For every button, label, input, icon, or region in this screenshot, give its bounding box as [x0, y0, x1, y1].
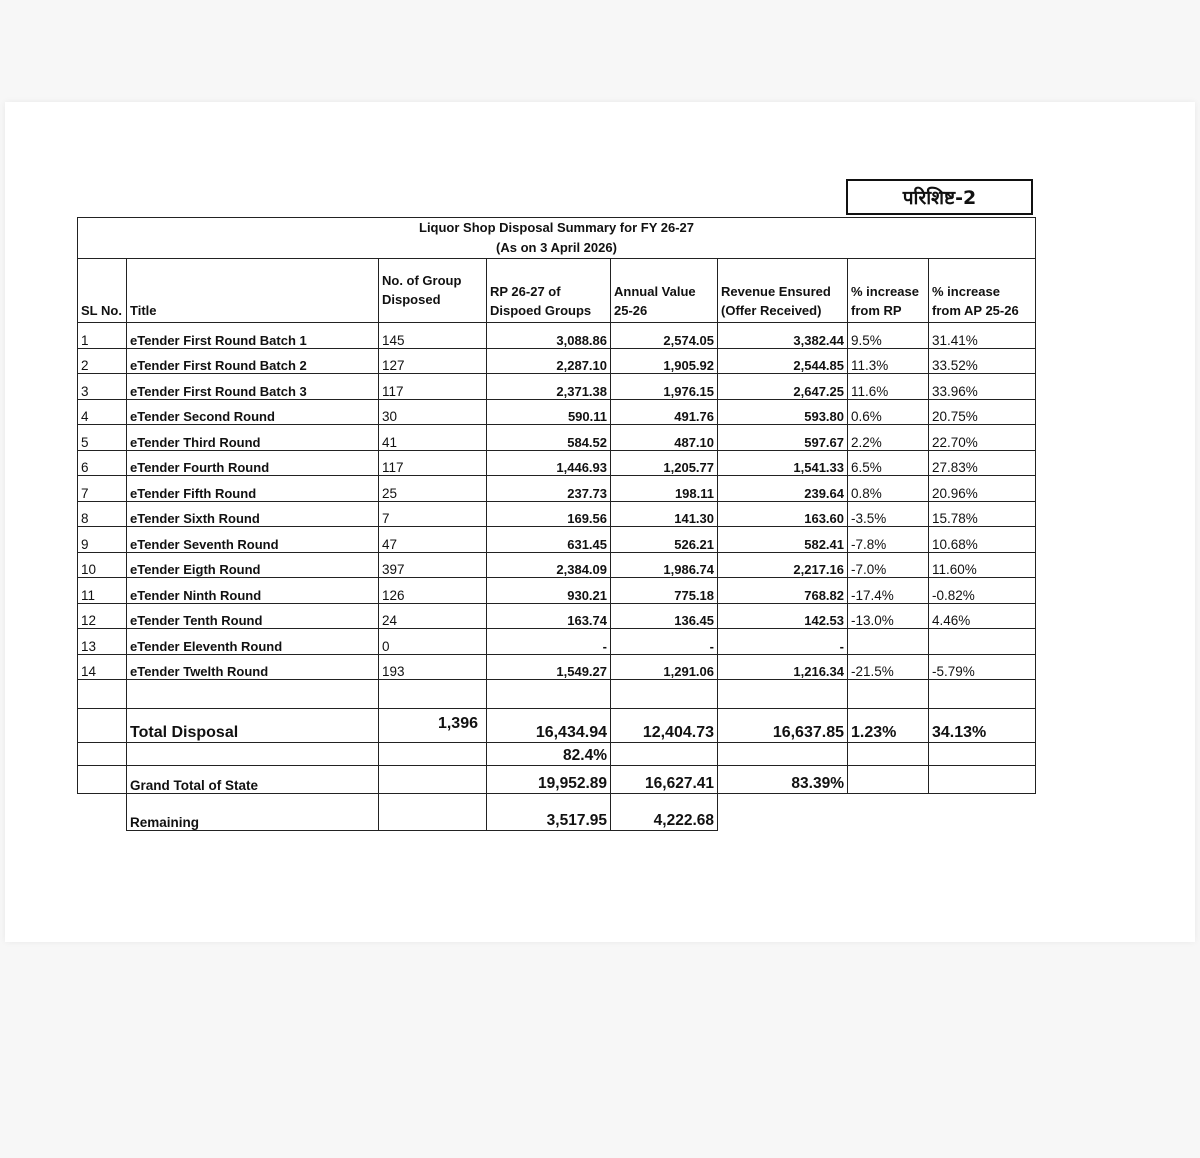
row-rp: 237.73 [487, 476, 611, 502]
disposal-summary-table [77, 217, 1036, 831]
row-rp: 2,384.09 [487, 552, 611, 578]
row-title: eTender Twelth Round [127, 654, 379, 680]
report-title [78, 218, 1036, 259]
row-annual-value: 491.76 [611, 399, 718, 425]
annexure-label: परिशिष्ट-2 [846, 179, 1033, 215]
row-annual-value: 487.10 [611, 425, 718, 451]
row-title: eTender First Round Batch 1 [127, 323, 379, 349]
row-sl-no: 11 [78, 578, 127, 604]
row-annual-value: 526.21 [611, 527, 718, 553]
grand-total-rp: 19,952.89 [487, 766, 611, 794]
row-increase-ap: 20.96% [929, 476, 1036, 502]
table-row [78, 399, 1036, 425]
row-increase-ap: 22.70% [929, 425, 1036, 451]
row-increase-rp: 11.3% [848, 348, 929, 374]
row-groups-disposed: 30 [379, 399, 487, 425]
row-rp: 163.74 [487, 603, 611, 629]
row-revenue-ensured: 1,216.34 [718, 654, 848, 680]
row-title: eTender Fifth Round [127, 476, 379, 502]
row-groups-disposed: 193 [379, 654, 487, 680]
table-row [78, 374, 1036, 400]
row-increase-ap [929, 629, 1036, 655]
row-sl-no: 4 [78, 399, 127, 425]
col-header-groups-line1: No. of Group [382, 273, 462, 288]
table-row [78, 501, 1036, 527]
row-increase-rp: -7.0% [848, 552, 929, 578]
row-sl-no: 8 [78, 501, 127, 527]
row-groups-disposed: 25 [379, 476, 487, 502]
row-increase-rp: 0.8% [848, 476, 929, 502]
col-header-rp-line1: RP 26-27 of [490, 284, 561, 299]
row-increase-ap: 33.52% [929, 348, 1036, 374]
total-groups: 1,396 [379, 709, 487, 743]
row-sl-no: 5 [78, 425, 127, 451]
col-header-rp [487, 259, 611, 323]
total-label: Total Disposal [127, 709, 379, 743]
col-header-rp-line2: Dispoed Groups [490, 303, 592, 318]
col-header-revenue-line1: Revenue Ensured [721, 284, 831, 299]
report-title-line1: Liquor Shop Disposal Summary for FY 26-27 [419, 220, 694, 235]
row-revenue-ensured: 768.82 [718, 578, 848, 604]
row-sl-no: 10 [78, 552, 127, 578]
table-row [78, 425, 1036, 451]
row-annual-value: - [611, 629, 718, 655]
row-annual-value: 136.45 [611, 603, 718, 629]
row-increase-ap: 20.75% [929, 399, 1036, 425]
row-annual-value: 141.30 [611, 501, 718, 527]
row-sl-no: 1 [78, 323, 127, 349]
total-rp: 16,434.94 [487, 709, 611, 743]
report-title-row [78, 218, 1036, 259]
row-revenue-ensured: 597.67 [718, 425, 848, 451]
row-title: eTender Sixth Round [127, 501, 379, 527]
row-increase-rp: -7.8% [848, 527, 929, 553]
row-rp: 930.21 [487, 578, 611, 604]
row-increase-ap: 15.78% [929, 501, 1036, 527]
row-revenue-ensured: 582.41 [718, 527, 848, 553]
share-row [78, 743, 1036, 766]
row-rp: - [487, 629, 611, 655]
row-sl-no: 2 [78, 348, 127, 374]
col-header-groups-line2: Disposed [382, 292, 441, 307]
row-title: eTender Third Round [127, 425, 379, 451]
row-rp: 584.52 [487, 425, 611, 451]
row-increase-ap: 10.68% [929, 527, 1036, 553]
remaining-label: Remaining [127, 794, 379, 831]
row-sl-no: 12 [78, 603, 127, 629]
row-increase-ap: 4.46% [929, 603, 1036, 629]
col-header-increase-ap [929, 259, 1036, 323]
row-groups-disposed: 47 [379, 527, 487, 553]
row-revenue-ensured: 163.60 [718, 501, 848, 527]
row-revenue-ensured: 593.80 [718, 399, 848, 425]
row-increase-rp [848, 629, 929, 655]
row-groups-disposed: 126 [379, 578, 487, 604]
row-annual-value: 1,291.06 [611, 654, 718, 680]
row-increase-ap: 27.83% [929, 450, 1036, 476]
row-increase-ap: 33.96% [929, 374, 1036, 400]
row-groups-disposed: 24 [379, 603, 487, 629]
row-increase-rp: 11.6% [848, 374, 929, 400]
col-header-sl-no: SL No. [78, 259, 127, 323]
blank-row [78, 680, 1036, 709]
row-increase-rp: -13.0% [848, 603, 929, 629]
row-groups-disposed: 117 [379, 450, 487, 476]
header-row [78, 259, 1036, 323]
row-sl-no: 14 [78, 654, 127, 680]
row-annual-value: 1,205.77 [611, 450, 718, 476]
table-row [78, 527, 1036, 553]
grand-total-row [78, 766, 1036, 794]
row-annual-value: 1,976.15 [611, 374, 718, 400]
remaining-annual: 4,222.68 [611, 794, 718, 831]
row-rp: 2,371.38 [487, 374, 611, 400]
table-row [78, 552, 1036, 578]
row-title: eTender Eigth Round [127, 552, 379, 578]
table-row [78, 450, 1036, 476]
remaining-rp: 3,517.95 [487, 794, 611, 831]
row-increase-ap: 11.60% [929, 552, 1036, 578]
row-rp: 631.45 [487, 527, 611, 553]
table-row [78, 654, 1036, 680]
row-increase-rp: 6.5% [848, 450, 929, 476]
row-annual-value: 2,574.05 [611, 323, 718, 349]
grand-total-annual: 16,627.41 [611, 766, 718, 794]
row-groups-disposed: 127 [379, 348, 487, 374]
row-sl-no: 7 [78, 476, 127, 502]
row-increase-ap: -0.82% [929, 578, 1036, 604]
table-row [78, 578, 1036, 604]
row-increase-ap: 31.41% [929, 323, 1036, 349]
row-rp: 590.11 [487, 399, 611, 425]
grand-total-revenue-percent: 83.39% [718, 766, 848, 794]
row-increase-rp: -21.5% [848, 654, 929, 680]
row-rp: 169.56 [487, 501, 611, 527]
row-title: eTender Second Round [127, 399, 379, 425]
row-title: eTender Eleventh Round [127, 629, 379, 655]
total-sl-cell [78, 709, 127, 743]
row-revenue-ensured: 3,382.44 [718, 323, 848, 349]
row-title: eTender First Round Batch 2 [127, 348, 379, 374]
row-increase-rp: -17.4% [848, 578, 929, 604]
row-sl-no: 3 [78, 374, 127, 400]
row-revenue-ensured: 1,541.33 [718, 450, 848, 476]
row-increase-rp: -3.5% [848, 501, 929, 527]
col-header-inc-ap-line2: from AP 25-26 [932, 303, 1019, 318]
table-row [78, 476, 1036, 502]
row-title: eTender Ninth Round [127, 578, 379, 604]
row-groups-disposed: 41 [379, 425, 487, 451]
row-annual-value: 1,905.92 [611, 348, 718, 374]
row-revenue-ensured: - [718, 629, 848, 655]
row-title: eTender Seventh Round [127, 527, 379, 553]
total-inc-rp: 1.23% [848, 709, 929, 743]
col-header-inc-rp-line2: from RP [851, 303, 902, 318]
row-sl-no: 9 [78, 527, 127, 553]
row-rp: 3,088.86 [487, 323, 611, 349]
col-header-annual-line2: 25-26 [614, 303, 648, 318]
total-revenue: 16,637.85 [718, 709, 848, 743]
col-header-annual-value [611, 259, 718, 323]
row-revenue-ensured: 2,217.16 [718, 552, 848, 578]
row-groups-disposed: 7 [379, 501, 487, 527]
row-annual-value: 198.11 [611, 476, 718, 502]
row-increase-rp: 0.6% [848, 399, 929, 425]
row-revenue-ensured: 142.53 [718, 603, 848, 629]
table-row [78, 629, 1036, 655]
row-revenue-ensured: 2,544.85 [718, 348, 848, 374]
row-title: eTender First Round Batch 3 [127, 374, 379, 400]
row-sl-no: 13 [78, 629, 127, 655]
col-header-inc-ap-line1: % increase [932, 284, 1000, 299]
row-increase-ap: -5.79% [929, 654, 1036, 680]
col-header-annual-line1: Annual Value [614, 284, 696, 299]
row-annual-value: 775.18 [611, 578, 718, 604]
table-row [78, 348, 1036, 374]
row-increase-rp: 9.5% [848, 323, 929, 349]
row-groups-disposed: 397 [379, 552, 487, 578]
row-revenue-ensured: 239.64 [718, 476, 848, 502]
row-rp: 1,446.93 [487, 450, 611, 476]
col-header-inc-rp-line1: % increase [851, 284, 919, 299]
grand-total-label: Grand Total of State [127, 766, 379, 794]
report-title-line2: (As on 3 April 2026) [496, 240, 617, 255]
total-annual: 12,404.73 [611, 709, 718, 743]
col-header-revenue-line2: (Offer Received) [721, 303, 822, 318]
row-title: eTender Tenth Round [127, 603, 379, 629]
row-sl-no: 6 [78, 450, 127, 476]
table-row [78, 603, 1036, 629]
total-disposal-row [78, 709, 1036, 743]
row-groups-disposed: 117 [379, 374, 487, 400]
rp-share-percent: 82.4% [487, 743, 611, 766]
row-groups-disposed: 0 [379, 629, 487, 655]
row-groups-disposed: 145 [379, 323, 487, 349]
col-header-groups-disposed [379, 259, 487, 323]
col-header-revenue-ensured [718, 259, 848, 323]
col-header-title: Title [127, 259, 379, 323]
row-rp: 1,549.27 [487, 654, 611, 680]
remaining-row [78, 794, 1036, 831]
total-inc-ap: 34.13% [929, 709, 1036, 743]
row-rp: 2,287.10 [487, 348, 611, 374]
row-increase-rp: 2.2% [848, 425, 929, 451]
col-header-increase-rp [848, 259, 929, 323]
table-row [78, 323, 1036, 349]
row-revenue-ensured: 2,647.25 [718, 374, 848, 400]
row-title: eTender Fourth Round [127, 450, 379, 476]
row-annual-value: 1,986.74 [611, 552, 718, 578]
